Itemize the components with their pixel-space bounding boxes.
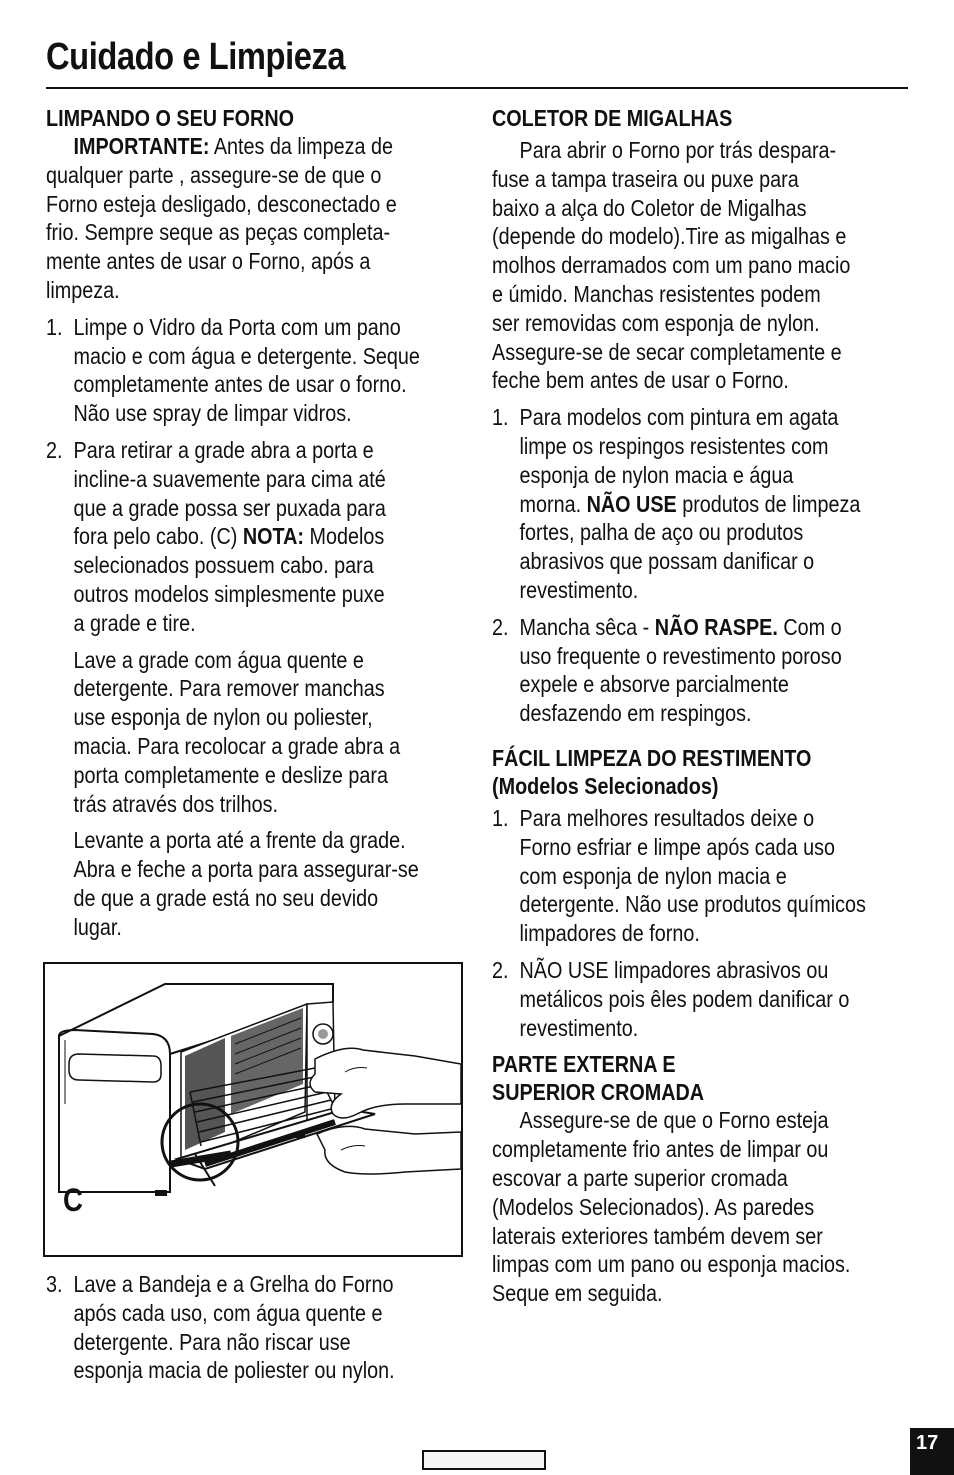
list-item-3: 3. Lave a Bandeja e a Grelha do Forno após cada uso, com água quente e detergente. Para não riscar use esponja macia de poliester ou nylon.: [46, 1271, 395, 1384]
list-item-1: 1. Para modelos com pintura em agata limpe os respingos resistentes com esponja de nylon macia e água morna. NÃO USE produtos de limpeza fortes, palha de aço ou produtos abrasivos que possam danificar o revestimento.: [492, 404, 861, 603]
list-number: 3.: [46, 1271, 63, 1297]
figure-label: C: [63, 1182, 83, 1218]
toaster-oven-drawing: [45, 964, 461, 1255]
list-item-2: 2. Para retirar a grade abra a porta e incline-a suavemente para cima até que a grade possa ser puxada para fora pelo cabo. (C) NOTA: Modelos selecionados possuem cabo. para outros modelos simplesmente puxe a grade e tire. Lave a grade com água quente e detergente. Para remover manchas use esponja de nylon ou poliester, macia. Para recolocar a grade abra a porta completamente e deslize para trás através dos trilhos. Levante a porta até a frente da grade. Abra e feche a porta para assegurar-se de que a grade está no seu devido lugar.: [46, 436, 419, 940]
section-heading-coating: FÁCIL LIMPEZA DO RESTIMENTO: [492, 744, 812, 771]
list-number: 1.: [492, 404, 509, 431]
intro-line: mente antes de usar o Forno, após a: [46, 248, 371, 275]
intro-line: frio. Sempre seque as peças completa-: [46, 219, 391, 246]
warning-label: NÃO RASPE.: [654, 613, 778, 640]
page-title: Cuidado e Limpieza: [46, 36, 346, 78]
list-item-1: 1. Para melhores resultados deixe o Forno esfriar e limpe após cada uso com esponja de nylon macia e detergente. Não use produtos químicos limpadores de forno.: [492, 804, 866, 947]
intro-line: qualquer parte , assegure-se de que o: [46, 161, 382, 188]
list-number: 1.: [492, 804, 509, 831]
intro-line: Forno esteja desligado, desconectado e: [46, 190, 397, 217]
list-item-2: 2. NÃO USE limpadores abrasivos ou metálicos pois êles podem danificar o revestimento.: [492, 956, 850, 1041]
nota-label: NOTA:: [242, 523, 304, 550]
section-subheading-coating: (Modelos Selecionados): [492, 772, 719, 799]
footer-mark: [422, 1450, 546, 1470]
list-number: 1.: [46, 313, 63, 340]
list-item-1: 1. Limpe o Vidro da Porta com um pano macio e com água e detergente. Seque completamente antes de usar o forno. Não use spray de limpar vidros.: [46, 313, 420, 427]
oven-rack-illustration: [43, 962, 463, 1257]
section-heading-crumb-tray: COLETOR DE MIGALHAS: [492, 105, 733, 131]
list-number: 2.: [492, 613, 509, 640]
title-rule: [46, 87, 908, 89]
intro-line: IMPORTANTE: Antes da limpeza de: [73, 133, 394, 159]
section-heading-exterior: SUPERIOR CROMADA: [492, 1079, 705, 1106]
right-column: COLETOR DE MIGALHAS Para abrir o Forno por trás despara- fuse a tampa traseira ou puxe para baixo a alça do Coletor de Migalhas (depende do modelo).Tire as migalhas e molhos derramados com um pano macio e úmido. Manchas resistentes podem ser removidas com esponja de nylon. Assegure-se de secar completamente e feche bem antes de usar o Forno. 1. Para modelos com pintura em agata limpe os respingos resistentes com esponja de nylon macia e água morna. NÃO USE produtos de limpeza fortes, palha de aço ou produtos abrasivos que possam danificar o revestimento. 2. Mancha sêca - NÃO RASPE. Com o uso frequente o revestimento poroso expele e absorve parcialmente desfazendo em respingos. FÁCIL LIMPEZA DO RESTIMENTO (Modelos Selecionados) 1. Para melhores resultados deixe o Forno esfriar e limpe após cada uso com esponja de nylon macia e detergente. Não use produtos químicos limpadores de forno. 2. NÃO USE limpadores abrasivos ou metálicos pois êles podem danificar o revestimento. PARTE EXTERNA E SUPERIOR CROMADA Assegure-se de que o Forno esteja completamente frio antes de limpar ou escovar a parte superior cromada (Modelos Selecionados). As paredes laterais exteriores também devem ser limpas com um pano ou esponja macios. Seque em seguida.: [492, 104, 910, 1308]
intro-line: limpeza.: [46, 276, 120, 303]
warning-label: NÃO USE: [586, 490, 677, 517]
list-number: 2.: [46, 436, 63, 463]
section-heading-exterior: PARTE EXTERNA E: [492, 1051, 676, 1078]
left-bottom-block: [46, 1270, 536, 1385]
page-number: 17: [910, 1428, 954, 1475]
list-number: 2.: [492, 956, 509, 983]
list-item-2: 2. Mancha sêca - NÃO RASPE. Com o uso frequente o revestimento poroso expele e absorve parcialmente desfazendo em respingos.: [492, 613, 842, 727]
left-column: [46, 104, 466, 942]
section-heading-cleaning: LIMPANDO O SEU FORNO: [46, 105, 294, 131]
important-label: IMPORTANTE:: [73, 133, 210, 159]
